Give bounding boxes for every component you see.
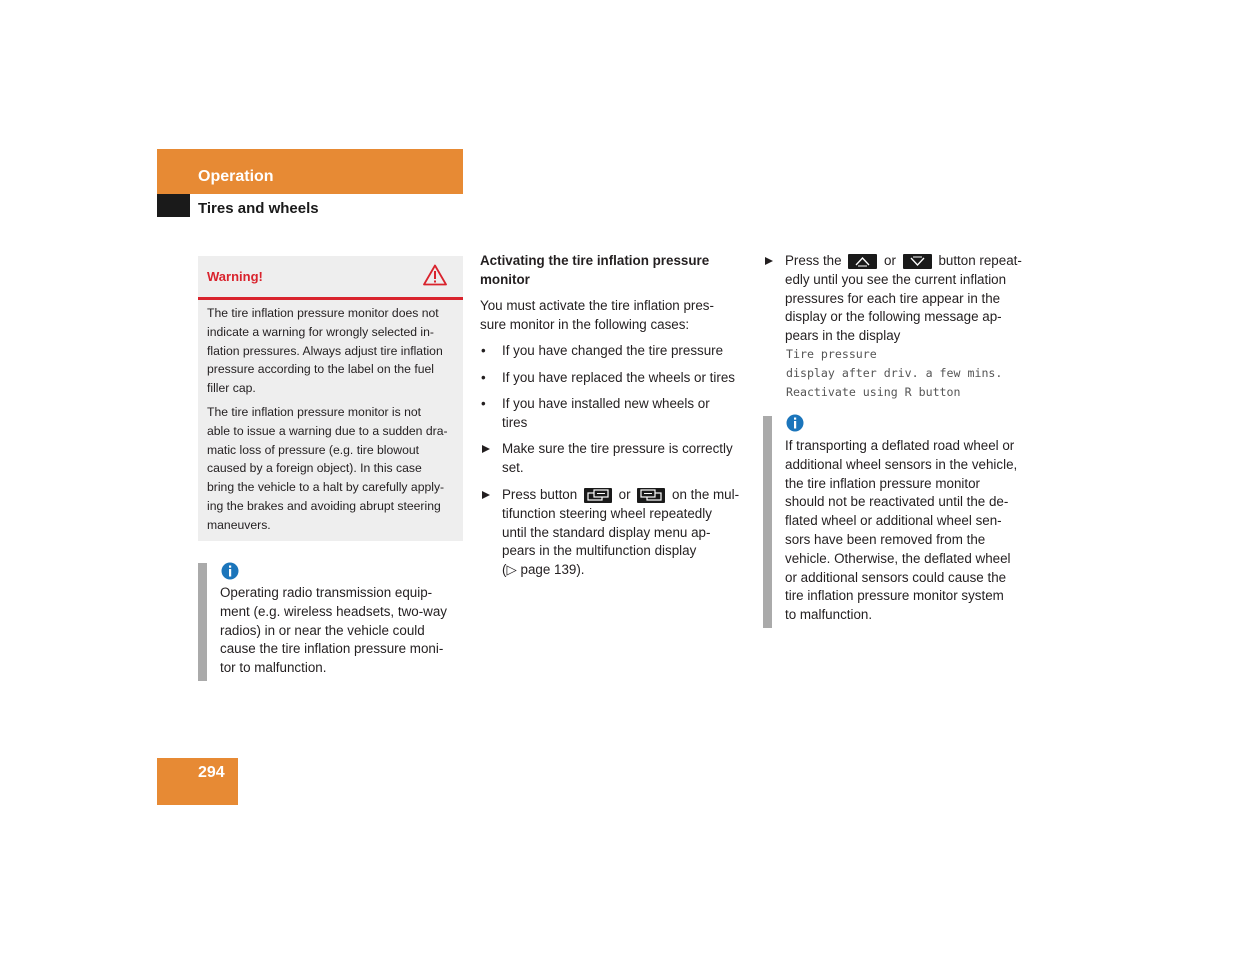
page-ref-arrow: (▷ [502, 562, 517, 578]
step-text: Make sure the tire pressure is correctly set. [502, 441, 733, 475]
warning-triangle-icon [423, 264, 447, 286]
warning-divider [198, 297, 463, 300]
display-message: Tire pressure display after driv. a few mins. Reactivate using R button [786, 347, 1003, 399]
warning-title: Warning! [207, 269, 263, 284]
subsection-title: Tires and wheels [198, 200, 319, 217]
list-item: If you have changed the tire pressure [502, 343, 724, 358]
info-bar-right [763, 416, 772, 628]
display-previous-button-icon [637, 488, 665, 503]
down-button-icon [903, 254, 932, 269]
display-next-button-icon [584, 488, 612, 503]
info-icon [786, 414, 804, 432]
step-arrow-icon [765, 257, 773, 265]
info-icon [221, 562, 239, 580]
step-arrow-icon [482, 491, 490, 499]
info-bar-left [198, 563, 207, 681]
list-item: If you have installed new wheels or tires [502, 396, 710, 430]
list-item: If you have replaced the wheels or tires [502, 370, 735, 385]
warning-paragraph-2: The tire inflation pressure monitor is not able to issue a warning due to a sudden dra- matic loss of pressure (e.g. tire blowout caused by a foreign object). In this case bring the vehicle to a halt by carefully apply- ing the brakes and avoiding abrupt steering maneuvers. [207, 405, 448, 532]
section-heading: Activating the tire inflation pressure monitor [480, 253, 710, 287]
section-title: Operation [198, 168, 274, 185]
intro-text: You must activate the tire inflation pres- sure monitor in the following cases: [480, 298, 714, 332]
page-number: 294 [198, 764, 225, 781]
bullet-dot: • [481, 343, 486, 358]
step-text: Press the or button repeat- edly until you see the current inflation pressures for each tire appear in the display or the following message ap- pears in the display [785, 253, 1022, 344]
bullet-dot: • [481, 396, 486, 411]
subsection-marker [157, 194, 190, 217]
step-text: Press button or on the mul- tifunction steering wheel repeatedly until the standard display menu ap- pears in the multifunction display (▷ page 139). [502, 487, 740, 578]
step-arrow-icon [482, 445, 490, 453]
up-button-icon [848, 254, 877, 269]
info-text-left: Operating radio transmission equip- ment (e.g. wireless headsets, two-way radios) in or near the vehicle could cause the tire inflation pressure moni- tor to malfunction. [220, 585, 447, 676]
page-reference-link[interactable]: page 139). [520, 562, 585, 578]
info-text-right: If transporting a deflated road wheel or additional wheel sensors in the vehicle, the tire inflation pressure monitor should not be reactivated until the de- flated wheel or additional wheel sen- sors have been removed from the vehicle. Otherwise, the deflated wheel or additional sensors could cause the tire inflation pressure monitor system to malfunction. [785, 438, 1018, 623]
warning-paragraph-1: The tire inflation pressure monitor does not indicate a warning for wrongly selected in- flation pressures. Always adjust tire inflation pressure according to the label on the fuel filler cap. [207, 306, 443, 396]
bullet-dot: • [481, 370, 486, 385]
